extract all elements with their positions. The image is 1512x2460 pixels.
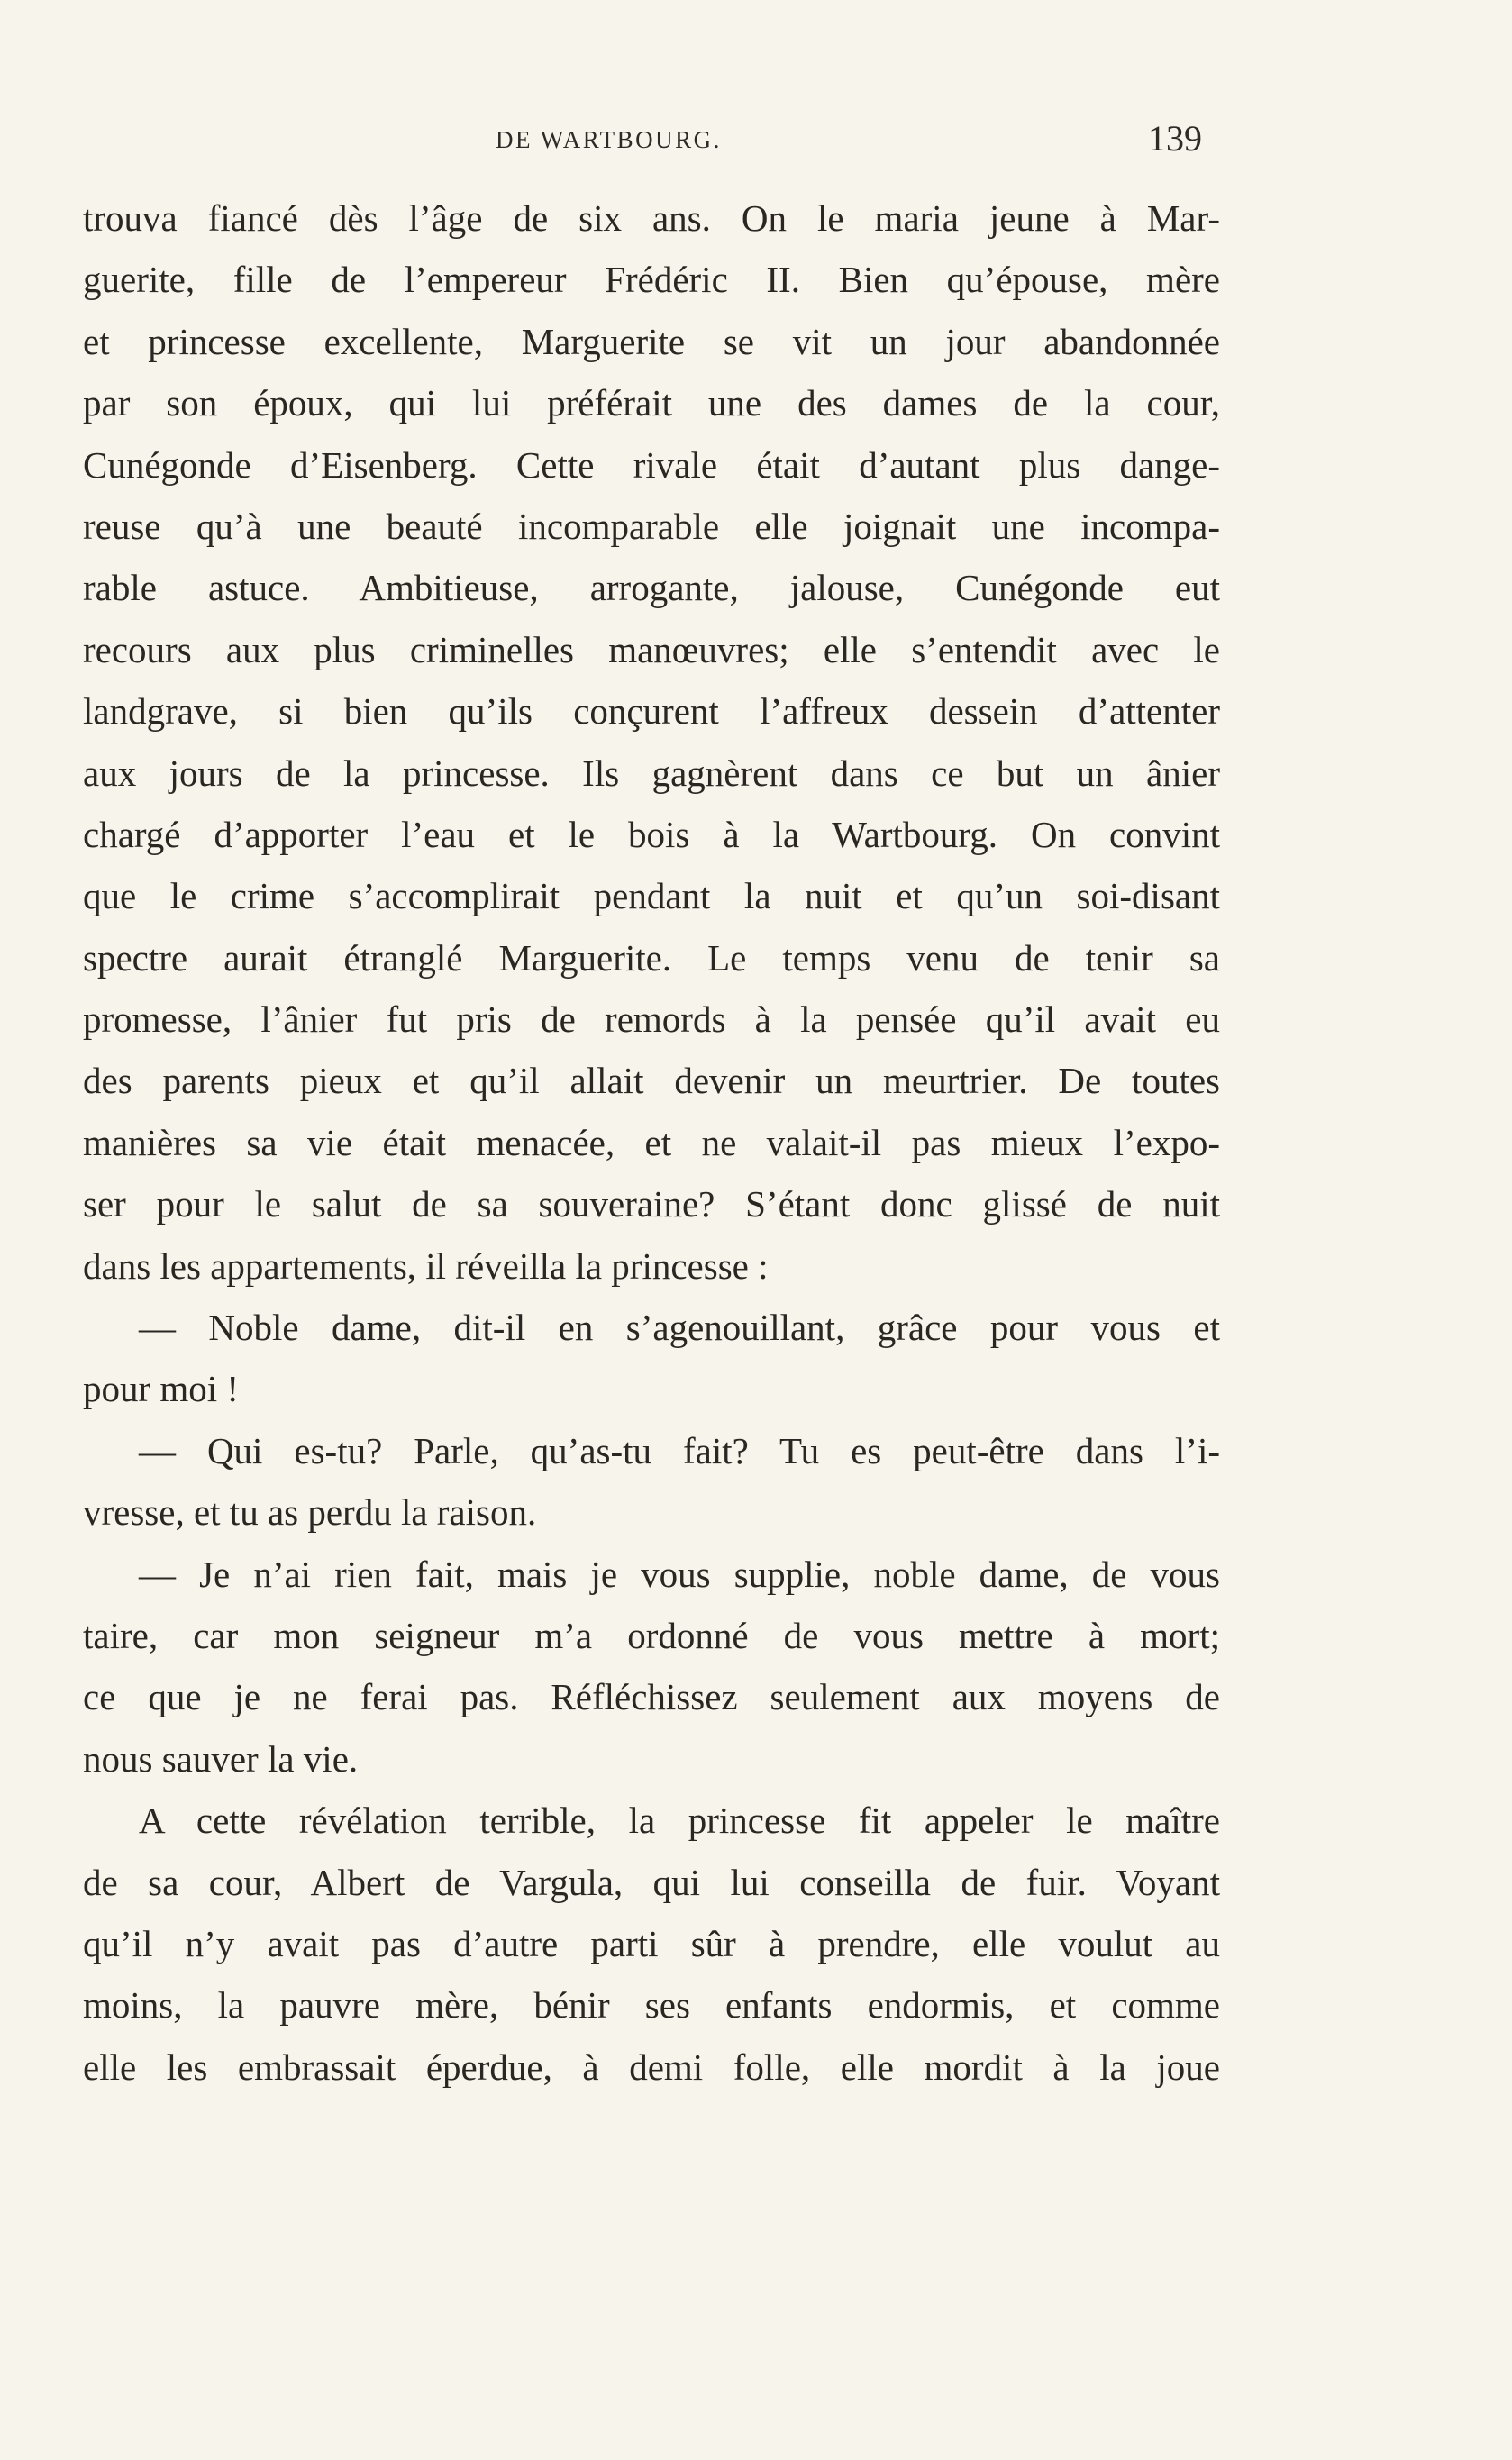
text-line: qu’il n’y avait pas d’autre parti sûr à prendre, elle voulut au [83,1922,1220,1964]
dialogue-line: — Je n’ai rien fait, mais je vous supplie, noble dame, de vous [139,1553,1220,1595]
text-line: ce que je ne ferai pas. Réfléchissez seulement aux moyens de [83,1676,1220,1718]
text-line: trouva fiancé dès l’âge de six ans. On le maria jeune à Mar- [83,197,1220,239]
text-line: promesse, l’ânier fut pris de remords à la pensée qu’il avait eu [83,998,1220,1041]
text-line: par son époux, qui lui préférait une des dames de la cour, [83,382,1220,424]
text-line: landgrave, si bien qu’ils conçurent l’affreux dessein d’attenter [83,690,1220,733]
text-line: manières sa vie était menacée, et ne valait-il pas mieux l’expo- [83,1121,1220,1163]
text-line: guerite, fille de l’empereur Frédéric II. Bien qu’épouse, mère [83,259,1220,301]
text-line: reuse qu’à une beauté incomparable elle joignait une incompa- [83,505,1220,547]
text-line: des parents pieux et qu’il allait devenir un meurtrier. De toutes [83,1060,1220,1102]
text-line: recours aux plus criminelles manœuvres; elle s’entendit avec le [83,628,1220,670]
text-line: pour moi ! [83,1368,240,1410]
text-line: de sa cour, Albert de Vargula, qui lui conseilla de fuir. Voyant [83,1861,1220,1903]
text-line: ser pour le salut de sa souveraine? S’étant donc glissé de nuit [83,1183,1220,1225]
text-line: Cunégonde d’Eisenberg. Cette rivale était d’autant plus dange- [83,443,1220,486]
text-line: et princesse excellente, Marguerite se vit un jour abandonnée [83,320,1220,362]
dialogue-line: — Noble dame, dit-il en s’agenouillant, grâce pour vous et [139,1307,1220,1349]
text-line: spectre aurait étranglé Marguerite. Le temps venu de tenir sa [83,936,1220,979]
text-line: taire, car mon seigneur m’a ordonné de vous mettre à mort; [83,1614,1220,1656]
paragraph-first-line: A cette révélation terrible, la princesse fit appeler le maître [139,1799,1220,1842]
dialogue-line: — Qui es-tu? Parle, qu’as-tu fait? Tu es peut-être dans l’i- [139,1429,1220,1471]
text-line: chargé d’apporter l’eau et le bois à la Wartbourg. On convint [83,813,1220,855]
running-head: DE WARTBOURG. [496,126,722,153]
text-line: moins, la pauvre mère, bénir ses enfants endormis, et comme [83,1984,1220,2027]
text-line: nous sauver la vie. [83,1737,359,1780]
text-line: elle les embrassait éperdue, à demi folle, elle mordit à la joue [83,2045,1220,2088]
body-text [83,187,1220,2098]
text-line: que le crime s’accomplirait pendant la nuit et qu’un soi-disant [83,875,1220,917]
text-line: rable astuce. Ambitieuse, arrogante, jalouse, Cunégonde eut [83,567,1220,609]
page-number: 139 [1148,118,1202,159]
text-line: aux jours de la princesse. Ils gagnèrent dans ce but un ânier [83,752,1220,794]
text-line: vresse, et tu as perdu la raison. [83,1491,537,1534]
text-line: dans les appartements, il réveilla la princesse : [83,1244,769,1287]
